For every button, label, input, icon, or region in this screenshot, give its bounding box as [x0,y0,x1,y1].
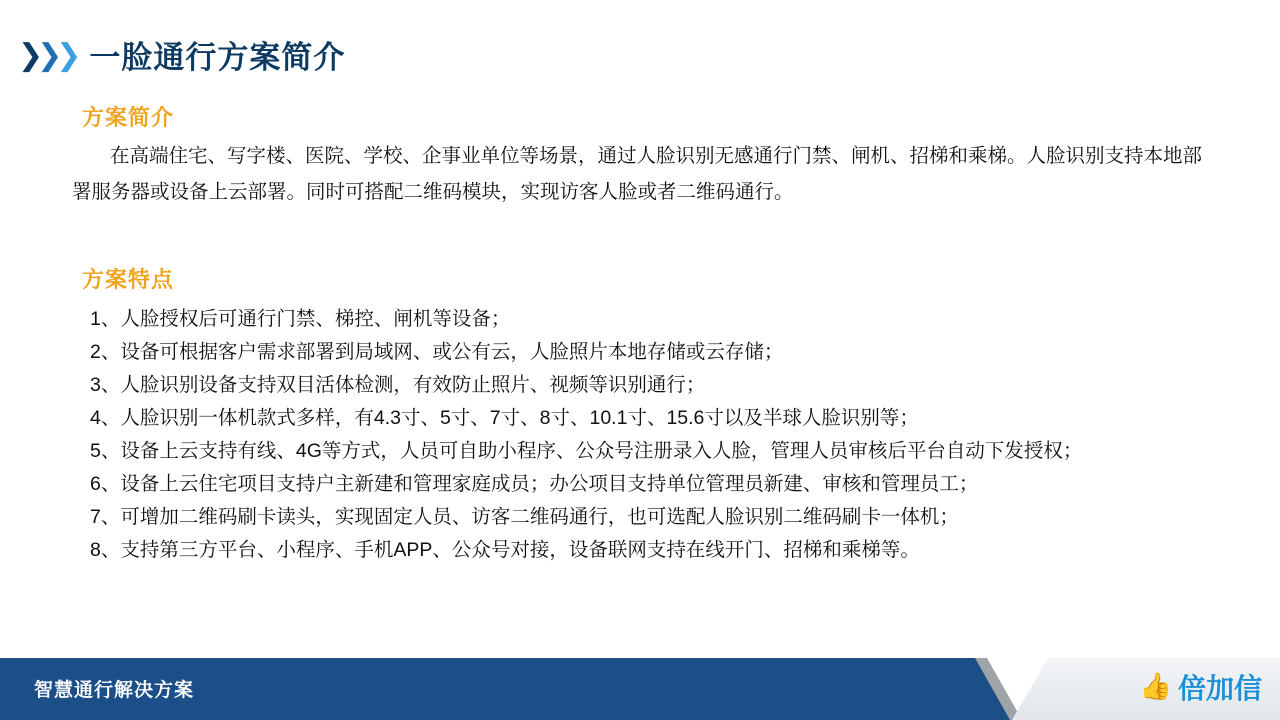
feature-list [90,303,1240,567]
list-item: 6、设备上云住宅项目支持户主新建和管理家庭成员；办公项目支持单位管理员新建、审核和管理员工； [90,473,979,495]
list-item: 5、设备上云支持有线、4G等方式，人员可自助小程序、公众号注册录入人脸，管理人员审核后平台自动下发授权； [90,440,1083,462]
list-item: 1、人脸授权后可通行门禁、梯控、闸机等设备； [90,308,511,330]
section-heading-features: 方案特点 [82,267,175,292]
list-item: 2、设备可根据客户需求部署到局域网、或公有云，人脸照片本地存储或云存储； [90,341,784,363]
footer-label: 智慧通行解决方案 [34,680,195,701]
intro-paragraph: 在高端住宅、写字楼、医院、学校、企事业单位等场景，通过人脸识别无感通行门禁、闸机、招梯和乘梯。人脸识别支持本地部署服务器或设备上云部署。同时可搭配二维码模块，实现访客人脸或者二维码通行。 [72,145,1203,203]
list-item: 4、人脸识别一体机款式多样，有4.3寸、5寸、7寸、8寸、10.1寸、15.6寸以及半球人脸识别等； [90,407,919,429]
chevron-triple-right-icon: ❯ ❯ ❯ [18,37,76,73]
slide-title-row [18,32,345,77]
brand-name: 倍加信 [1177,673,1262,704]
list-item: 3、人脸识别设备支持双目活体检测，有效防止照片、视频等识别通行； [90,374,706,396]
page-title: 一脸通行方案简介 [89,40,346,75]
list-item: 7、可增加二维码刷卡读头，实现固定人员、访客二维码通行，也可选配人脸识别二维码刷卡一体机； [90,506,959,528]
section-heading-intro: 方案简介 [82,105,175,130]
thumbs-up-icon: 👍 [1139,672,1172,702]
list-item: 8、支持第三方平台、小程序、手机APP、公众号对接，设备联网支持在线开门、招梯和乘梯等。 [90,539,920,561]
brand-logo [1140,667,1262,707]
